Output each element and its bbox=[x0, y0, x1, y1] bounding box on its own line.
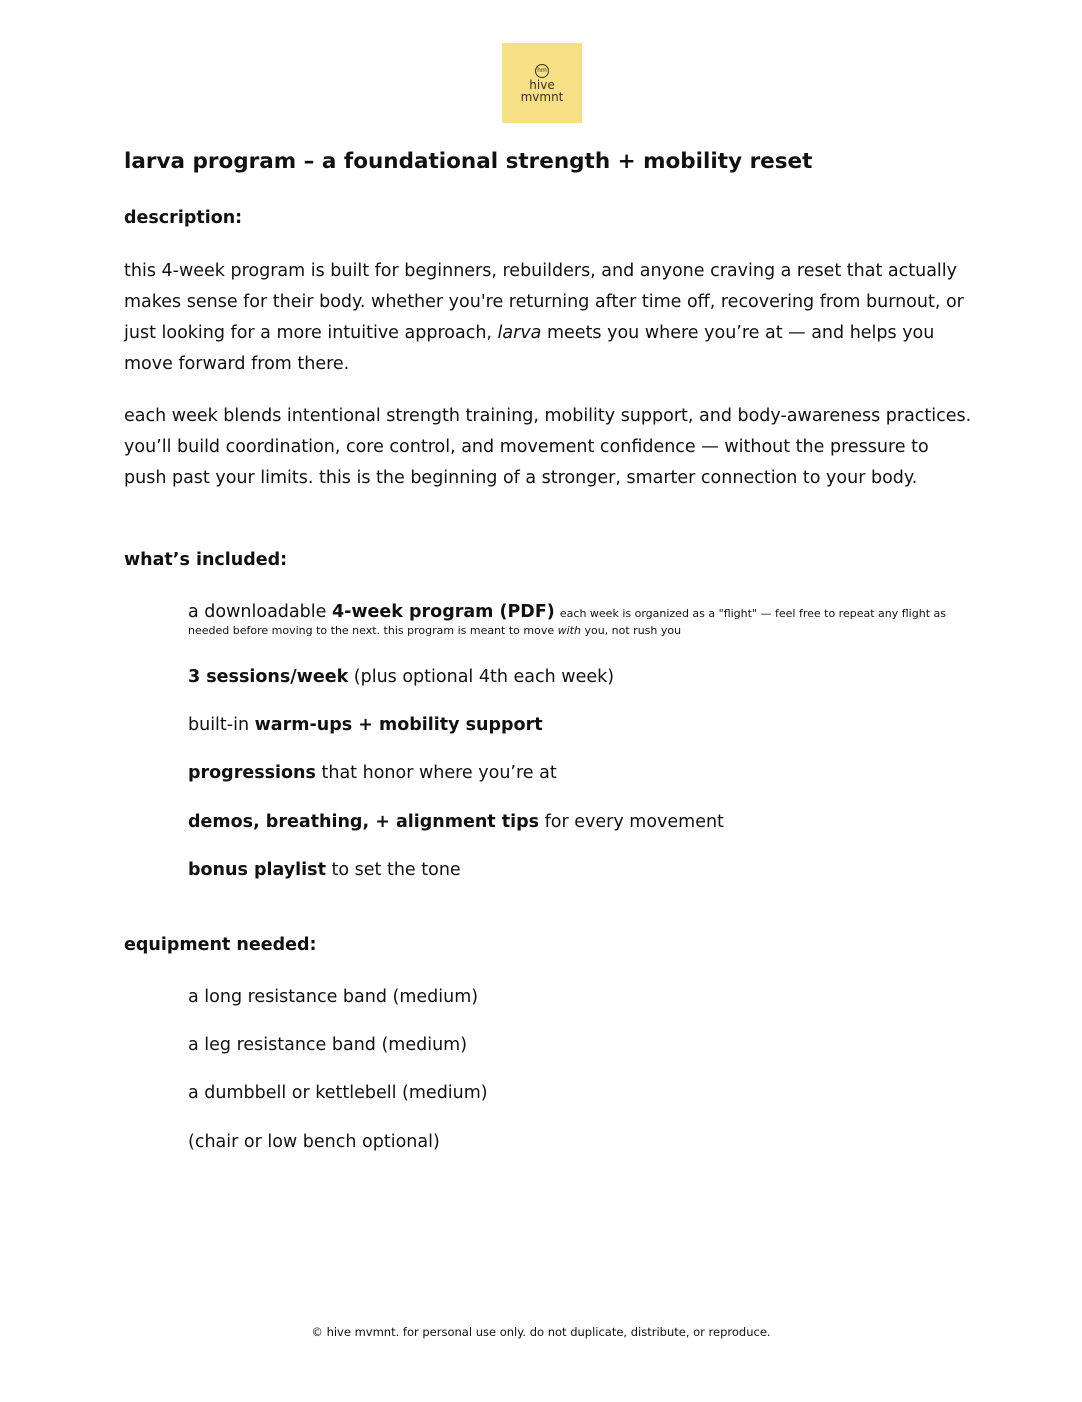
included-item-playlist bbox=[188, 860, 461, 880]
note-2-start: needed before moving to the next. this program is meant to move bbox=[188, 624, 558, 637]
included-item-program-prefix: a downloadable bbox=[188, 602, 332, 622]
included-item-program-bold: 4-week program (PDF) bbox=[331, 602, 555, 622]
description-heading: description: bbox=[124, 208, 243, 228]
playlist-rest: to set the tone bbox=[325, 860, 461, 880]
description-paragraph-2: each week blends intentional strength training, mobility support, and body-awareness practices. you’ll build coordination, core control, and movement confidence — without the pressure to push past your limits. this is the beginning of a stronger, smarter connection to your body. bbox=[124, 406, 972, 488]
logo-mark-icon: hm bbox=[535, 64, 549, 78]
included-item-program-note-1: each week is organized as a "flight" — feel free to repeat any flight as bbox=[559, 607, 946, 620]
included-item-sessions bbox=[188, 667, 614, 687]
equipment-heading: equipment needed: bbox=[124, 935, 317, 955]
included-item-program-note-2 bbox=[188, 624, 958, 638]
description-p1-text-end: meets you where you’re at — and helps you move forward from there. bbox=[124, 323, 935, 374]
logo-line-1: hive bbox=[529, 77, 555, 92]
sessions-rest: (plus optional 4th each week) bbox=[348, 667, 615, 687]
demos-bold: demos, breathing, + alignment tips bbox=[188, 812, 540, 832]
equipment-item: a leg resistance band (medium) bbox=[188, 1035, 468, 1055]
included-item-warmups bbox=[188, 715, 543, 735]
progressions-bold: progressions bbox=[188, 763, 316, 783]
included-item-demos bbox=[188, 812, 724, 832]
note-2-end: you, not rush you bbox=[580, 624, 682, 637]
sessions-bold: 3 sessions/week bbox=[188, 667, 349, 687]
footer-copyright: © hive mvmnt. for personal use only. do not duplicate, distribute, or reproduce. bbox=[311, 1325, 771, 1339]
included-item-program bbox=[188, 602, 958, 638]
equipment-item: a long resistance band (medium) bbox=[188, 987, 479, 1007]
hive-mvmnt-logo bbox=[502, 43, 582, 123]
warmups-prefix: built-in bbox=[188, 715, 255, 735]
equipment-item: a dumbbell or kettlebell (medium) bbox=[188, 1083, 488, 1103]
note-2-italic: with bbox=[557, 624, 581, 637]
warmups-bold: warm-ups + mobility support bbox=[254, 715, 543, 735]
logo-line-2: mvmnt bbox=[520, 89, 564, 104]
description-paragraph-1 bbox=[124, 256, 974, 380]
description-p1-text-start: this 4-week program is built for beginners, rebuilders, and anyone craving a reset that actually makes sense for their body. whether you're returning after time off, recovering from burnout, or just looking for a more intuitive approach, bbox=[124, 261, 964, 343]
included-item-progressions bbox=[188, 763, 557, 783]
page-title: larva program – a foundational strength + mobility reset bbox=[124, 149, 813, 174]
progressions-rest: that honor where you’re at bbox=[315, 763, 557, 783]
playlist-bold: bonus playlist bbox=[188, 860, 326, 880]
equipment-item: (chair or low bench optional) bbox=[188, 1132, 440, 1152]
included-item-program-line bbox=[188, 602, 958, 622]
included-heading: what’s included: bbox=[124, 550, 288, 570]
description-p1-italic: larva bbox=[497, 323, 542, 343]
demos-rest: for every movement bbox=[539, 812, 724, 832]
